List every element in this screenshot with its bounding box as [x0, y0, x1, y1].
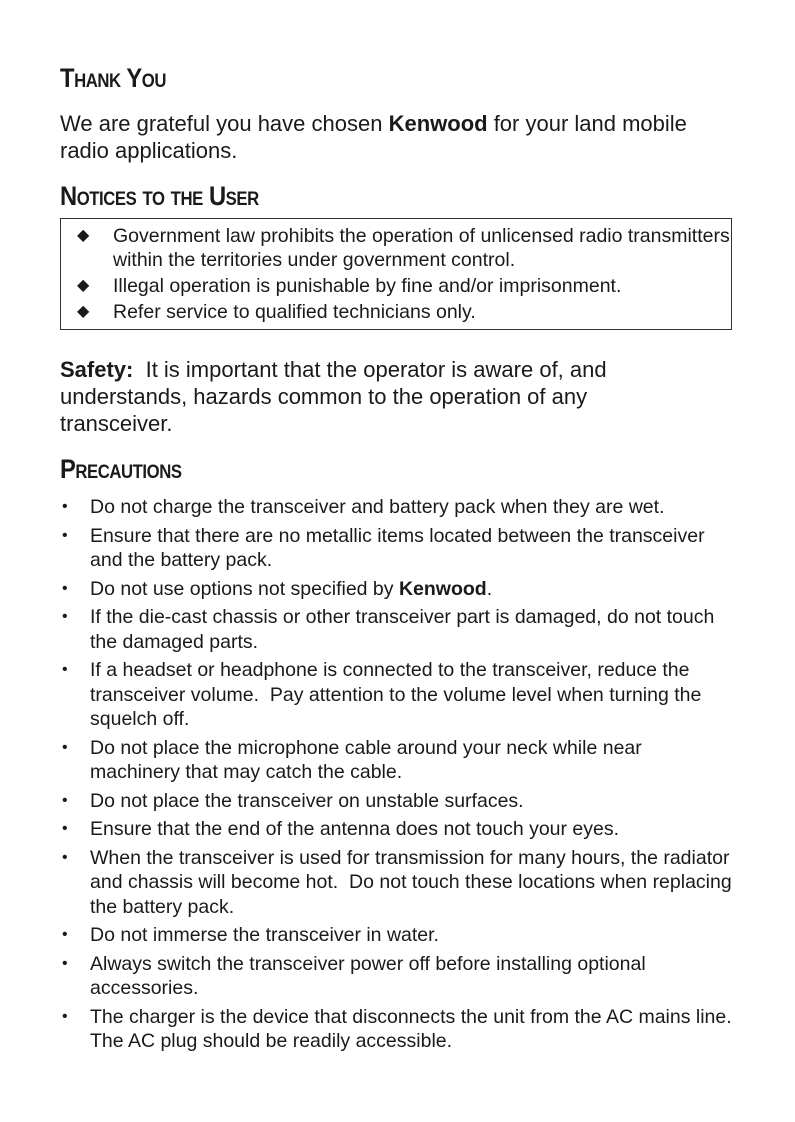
notices-heading: Notices to the User	[60, 181, 259, 211]
dot-bullet-icon: •	[62, 926, 68, 943]
precaution-item	[60, 817, 736, 842]
dot-bullet-icon: •	[62, 1007, 68, 1025]
precaution-text: Do not place the transceiver on unstable surfaces.	[90, 789, 524, 812]
precaution-text: Ensure that there are no metallic items located between the transceiver and the battery pack.	[90, 524, 710, 571]
safety-label: Safety:	[60, 357, 134, 382]
precaution-text: Do not charge the transceiver and battery pack when they are wet.	[90, 496, 665, 518]
notice-text: Government law prohibits the operation of unlicensed radio transmitters within the territories under government control.	[113, 225, 730, 271]
diamond-bullet-icon: ◆	[77, 227, 90, 244]
precaution-text: Always switch the transceiver power off before installing optional accessories.	[90, 952, 652, 999]
precaution-text: When the transceiver is used for transmission for many hours, the radiator and chassis will become hot. Do not touch these locations when replacing the battery pack.	[90, 846, 738, 918]
notice-item	[61, 224, 731, 272]
precaution-item	[60, 846, 736, 920]
intro-text-after: for your land mobile radio applications.	[60, 111, 687, 163]
precaution-item	[60, 495, 736, 520]
dot-bullet-icon: •	[62, 579, 68, 597]
precaution-item	[60, 1005, 736, 1054]
safety-paragraph	[60, 356, 700, 437]
intro-paragraph	[60, 110, 700, 164]
precaution-text: Do not use options not specified by	[90, 577, 399, 600]
dot-bullet-icon: •	[62, 661, 68, 678]
precaution-text: If the die-cast chassis or other transceiver part is damaged, do not touch the damaged parts.	[90, 606, 720, 653]
precaution-text: If a headset or headphone is connected to the transceiver, reduce the transceiver volume. Pay attention to the volume level when turning the squelch off.	[90, 659, 707, 730]
dot-bullet-icon: •	[62, 954, 68, 972]
notices-list	[61, 219, 731, 324]
precaution-item	[60, 524, 736, 573]
precaution-item	[60, 789, 736, 814]
diamond-bullet-icon: ◆	[77, 303, 90, 320]
intro-text-before: We are grateful you have chosen	[60, 111, 389, 136]
precaution-brand: Kenwood	[398, 577, 487, 600]
precautions-heading: Precautions	[60, 454, 182, 484]
notice-text: Refer service to qualified technicians only.	[113, 301, 476, 323]
precaution-text: Ensure that the end of the antenna does not touch your eyes.	[90, 818, 620, 840]
precaution-item	[60, 952, 736, 1001]
dot-bullet-icon: •	[62, 498, 68, 515]
dot-bullet-icon: •	[62, 791, 68, 809]
notice-item	[61, 274, 731, 298]
precaution-item	[60, 923, 736, 948]
dot-bullet-icon: •	[62, 738, 68, 756]
thank-you-heading: Thank You	[60, 63, 166, 93]
diamond-bullet-icon: ◆	[77, 277, 90, 294]
precaution-text: Do not place the microphone cable around your neck while near machinery that may catch the cable.	[90, 736, 648, 783]
precaution-item	[60, 577, 736, 602]
dot-bullet-icon: •	[62, 848, 68, 866]
notices-box	[60, 218, 732, 330]
precaution-item	[60, 658, 736, 732]
precaution-text: Do not immerse the transceiver in water.	[90, 924, 439, 946]
precaution-text: The charger is the device that disconnects the unit from the AC mains line. The AC plug should be readily accessible.	[90, 1005, 737, 1052]
safety-text: It is important that the operator is aware of, and understands, hazards common to the operation of any transceiver.	[60, 357, 613, 436]
dot-bullet-icon: •	[62, 526, 68, 544]
precaution-item	[60, 605, 736, 654]
precautions-list	[60, 495, 736, 1058]
dot-bullet-icon: •	[62, 608, 68, 625]
precaution-item	[60, 736, 736, 785]
intro-brand: Kenwood	[388, 111, 488, 136]
precaution-text-after: .	[486, 577, 493, 600]
notice-text: Illegal operation is punishable by fine and/or imprisonment.	[113, 275, 622, 297]
dot-bullet-icon: •	[62, 820, 68, 837]
notice-item	[61, 300, 731, 324]
